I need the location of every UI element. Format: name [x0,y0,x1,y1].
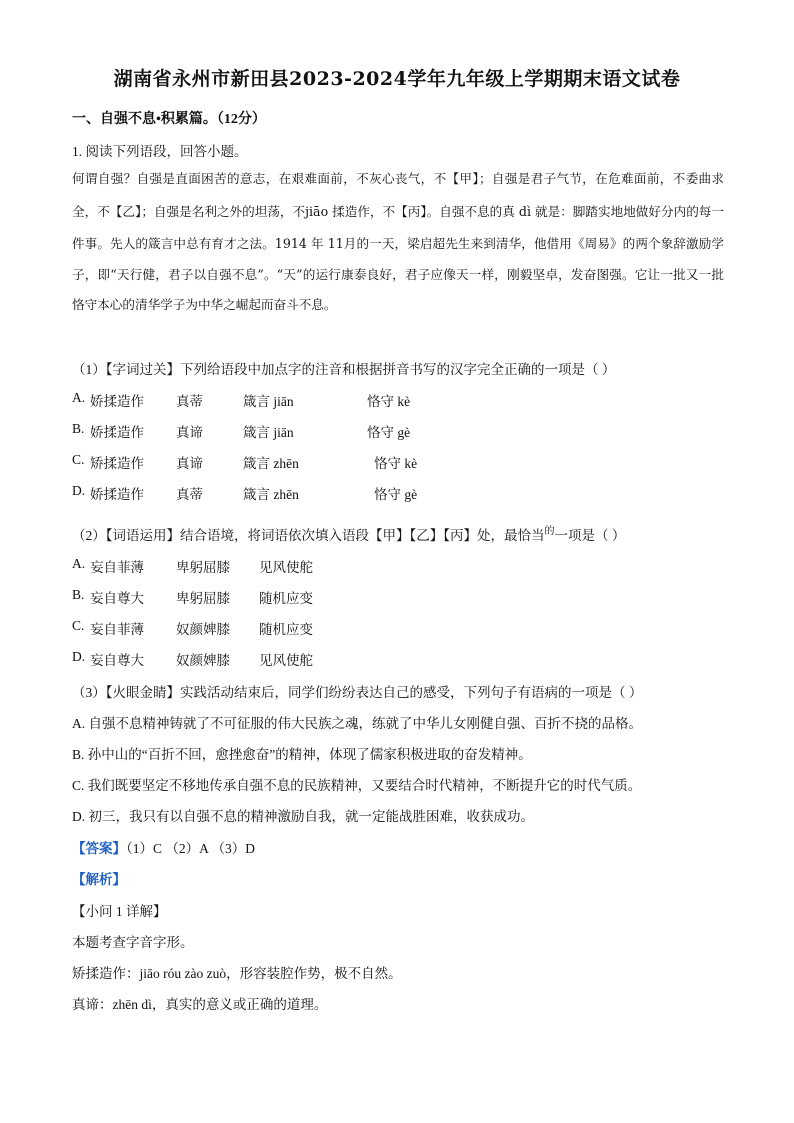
option-word-2: 卑躬屈膝 [176,560,230,575]
q1-1-option-c [72,452,418,471]
passage-part-4: 。自强不息的真 dì 就是：脚踏实地地做好分内的每一件事。先人的箴言中总有育才之法。1914 年 11月的一天，梁启超先生来到清华，他借用《周易》的两个象辞激励学子，即“天行健，君子以自强不息”。“天”的运行康泰良好，君子应像天一样，刚毅坚卓，发奋图强。它让一批又一批恪守本心的清华学子为中华之崛起而奋斗不息。 [72,203,724,313]
answer-line [72,837,255,857]
option-word-4: 恪守 kè [374,456,418,471]
explanation-line-3: 真谛：zhēn dì，真实的意义或正确的道理。 [72,997,328,1012]
option-word-1: 妄自尊大 [90,591,144,606]
q1-2-option-b [72,587,313,606]
q1-2-stem-end: 一项是（ ） [554,528,626,543]
exam-title: 湖南省永州市新田县2023-2024学年九年级上学期期末语文试卷 [113,68,681,90]
q1-1-option-d [72,483,418,502]
answer-text: （1）C （2）A （3）D [126,841,256,856]
q1-2-option-d [72,649,313,668]
option-word-3: 见风使舵 [259,560,313,575]
option-label: D. [72,649,86,664]
option-word-1: 娇揉造作 [90,487,144,502]
option-word-3: 箴言 zhēn [243,487,299,502]
q1-3-option-d: D. 初三，我只有以自强不息的精神激励自我，就一定能战胜困难，收获成功。 [72,809,534,824]
sub-question-1-label: 【小问 1 详解】 [72,904,167,919]
question-intro: 1. 阅读下列语段，回答小题。 [72,144,248,159]
option-label: B. [72,421,85,436]
option-word-2: 真蒂 [176,487,203,502]
q1-3-option-a: A. 自强不息精神铸就了不可征服的伟大民族之魂，练就了中华儿女刚健自强、百折不挠的品格。 [72,716,642,731]
option-word-2: 卑躬屈膝 [176,591,230,606]
q1-1-stem: （1）【字词过关】下列给语段中加点字的注音和根据拼音书写的汉字完全正确的一项是（ ） [72,362,616,377]
option-label: B. [72,587,85,602]
option-word-3: 见风使舵 [259,653,313,668]
explanation-line-2: 矫揉造作：jiāo róu zào zuò，形容装腔作势，极不自然。 [72,966,402,981]
q1-2-stem-text: （2）【词语运用】结合语境，将词语依次填入语段【甲】【乙】【丙】处，最恰当 [72,528,545,543]
option-word-3: 箴言 jiān [243,425,294,440]
q1-2-stem [72,522,625,544]
q1-3-option-b: B. 孙中山的“百折不回，愈挫愈奋”的精神，体现了儒家积极进取的奋发精神。 [72,747,532,762]
q1-3-option-c: C. 我们既要坚定不移地传承自强不息的民族精神，又要结合时代精神，不断提升它的时代气质。 [72,778,642,793]
option-word-1: 妄自尊大 [90,653,144,668]
option-word-3: 随机应变 [259,591,313,606]
q1-2-option-c [72,618,313,637]
q1-2-stem-superscript: 的 [544,526,555,537]
q1-1-option-b [72,421,411,440]
option-word-4: 恪守 gè [374,487,418,502]
option-word-1: 娇揉造作 [90,425,144,440]
option-label: C. [72,618,85,633]
q1-2-option-a [72,556,313,575]
answer-label: 【答案】 [72,841,126,856]
option-label: A. [72,556,86,571]
option-label: C. [72,452,85,467]
option-word-3: 箴言 jiān [243,394,294,409]
option-word-1: 娇揉造作 [90,394,144,409]
reading-passage [72,164,724,321]
option-word-2: 奴颜婢膝 [176,622,230,637]
passage-part-1: 何谓自强？自强是直面困苦的意志，在艰难面前，不灰心丧气，不【甲】 [72,171,479,186]
option-label: D. [72,483,86,498]
option-word-4: 恪守 kè [367,394,411,409]
option-word-2: 奴颜婢膝 [176,653,230,668]
explanation-line-1: 本题考查字音字形。 [72,935,194,950]
passage-part-2: ；自强是君子气节，在危难面前，不委曲求全，不【乙】 [72,171,724,219]
option-word-2: 真蒂 [176,394,203,409]
option-word-1: 矫揉造作 [90,456,144,471]
option-word-1: 妄自菲薄 [90,560,144,575]
option-label: A. [72,390,86,405]
option-word-1: 妄自菲薄 [90,622,144,637]
section-heading: 一、自强不息•积累篇。（12分） [72,112,266,127]
option-word-4: 恪守 gè [367,425,411,440]
analysis-label: 【解析】 [72,872,126,887]
q1-1-option-a [72,390,411,409]
q1-3-stem: （3）【火眼金睛】实践活动结束后，同学们纷纷表达自己的感受，下列句子有语病的一项是（ ） [72,685,643,700]
option-word-3: 箴言 zhēn [243,456,299,471]
option-word-2: 真谛 [176,456,203,471]
option-word-2: 真谛 [176,425,203,440]
passage-part-3: ；自强是名利之外的坦荡，不jiāo 揉造作，不【丙】 [141,203,427,219]
option-word-3: 随机应变 [259,622,313,637]
